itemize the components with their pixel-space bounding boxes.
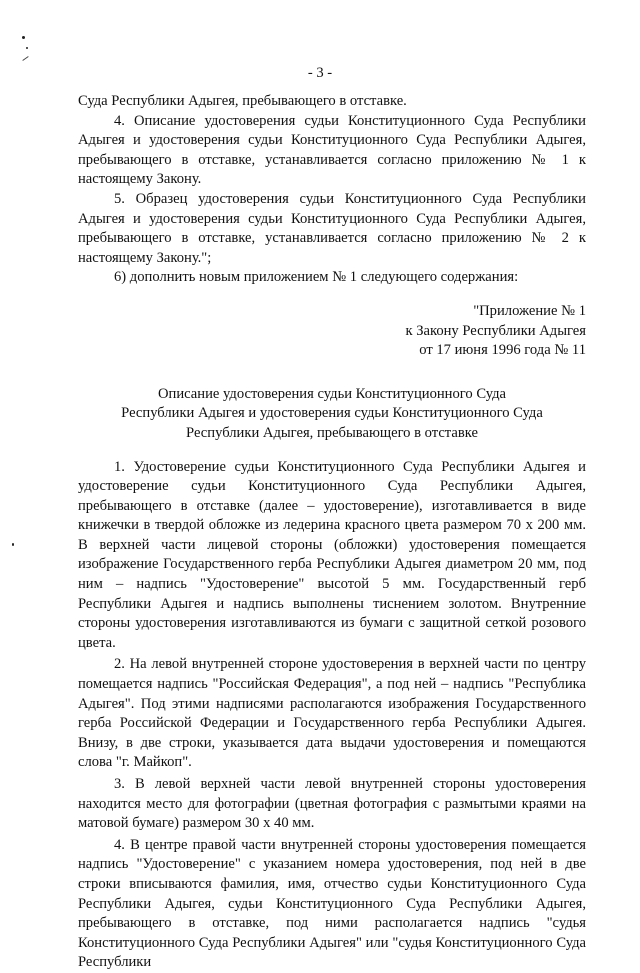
appendix-reference (78, 302, 586, 361)
scan-dot (26, 47, 28, 49)
appendix-ref-line: "Приложение № 1 (473, 302, 586, 319)
paragraph: 5. Образец удостоверения судьи Конституционного Суда Республики Адыгея и удостоверения судьи Конституционного Суда Республики Адыгея, пребывающего в отставке, устанавливается согласно приложению № 2 к настоящему Закону."; (78, 190, 586, 266)
title-line: Республики Адыгея, пребывающего в отставке (186, 424, 478, 441)
paragraph: 2. На левой внутренней стороне удостоверения в верхней части по центру помещается надпись "Российская Федерация", а под ней – надпись "Республика Адыгея". Под этими надписями располагаются изображения Государственного герба Российской Федерации и Государственного герба Республики Адыгея. Внизу, в две строки, указывается дата выдачи удостоверения и помещаются слова "г. Майкоп". (78, 656, 586, 771)
page-number: - 3 - (307, 65, 333, 81)
paragraph: 4. Описание удостоверения судьи Конституционного Суда Республики Адыгея и удостоверения судьи Конституционного Суда Республики Адыгея, пребывающего в отставке, устанавливается согласно приложению № 1 к настоящему Закону. (78, 112, 586, 188)
title-line: Описание удостоверения судьи Конституционного Суда (157, 385, 506, 402)
paragraph: 4. В центре правой части внутренней стороны удостоверения помещается надпись "Удостоверение" с указанием номера удостоверения, под ней в две строки вписываются фамилия, имя, отчество судьи Конституционного Суда Республики Адыгея, судьи Конституционного Суда Республики Адыгея, пребывающего в отставке, под ними располагается надпись "судья Конституционного Суда Республики Адыгея" или "судья Конституционного Суда Республики (78, 836, 586, 971)
paragraph: 1. Удостоверение судьи Конституционного Суда Республики Адыгея и удостоверение судьи Конституционного Суда Республики Адыгея, пребывающего в отставке (далее – удостоверение), изготавливается в виде книжечки в твердой обложке из ледерина красного цвета размером 70 х 200 мм. В верхней части лицевой стороны (обложки) удостоверения помещается изображение Государственного герба Республики Адыгея диаметром 20 мм, под ним – надпись "Удостоверение" высотой 5 мм. Государственный герб Республики Адыгея и надпись выполнены тиснением золотом. Внутренние стороны удостоверения изготавливаются из бумаги с защитной сеткой розового цвета. (78, 458, 586, 651)
appendix-ref-line: к Закону Республики Адыгея (405, 322, 586, 339)
title-line: Республики Адыгея и удостоверения судьи Конституционного Суда (121, 405, 543, 422)
document-title (78, 385, 586, 444)
paragraph: Суда Республики Адыгея, пребывающего в отставке. (78, 93, 407, 109)
paragraph: 3. В левой верхней части левой внутренней стороны удостоверения находится место для фотографии (цветная фотография с размытыми краями на матовой бумаге) размером 30 х 40 мм. (78, 776, 586, 832)
scan-dot (22, 36, 25, 39)
scan-dot (12, 543, 14, 546)
document-body (78, 92, 586, 973)
appendix-ref-line: от 17 июня 1996 года № 11 (419, 342, 586, 359)
paragraph: 6) дополнить новым приложением № 1 следующего содержания: (114, 269, 519, 286)
scan-mark (22, 56, 28, 61)
